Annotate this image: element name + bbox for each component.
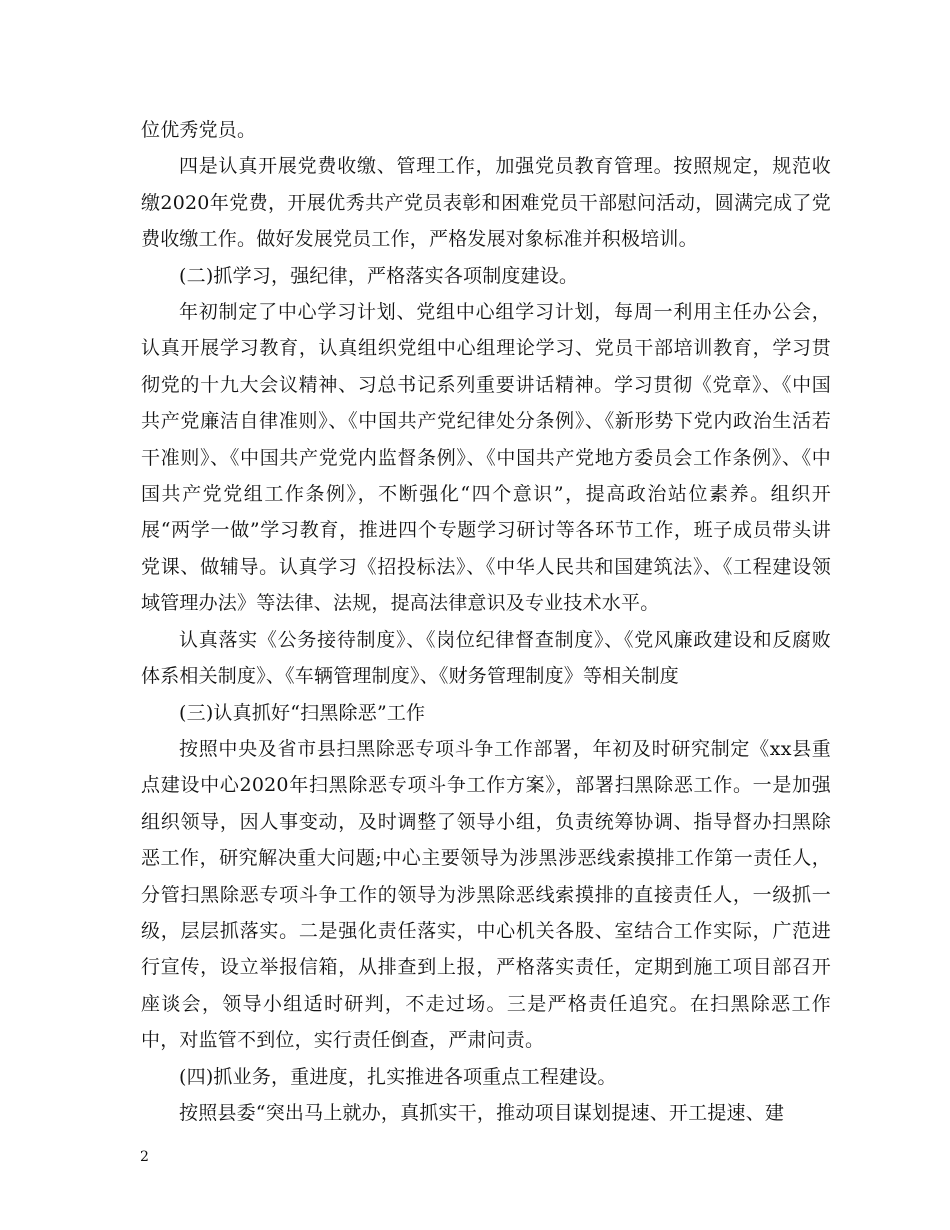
- paragraph-9: 按照县委“突出马上就办，真抓实干，推动项目谋划提速、开工提速、建: [179, 1101, 785, 1124]
- paragraph-5: 认真落实《公务接待制度》、《岗位纪律督查制度》、《党风廉政建设和反腐败体系相关制度》、《车辆管理制度》、《财务管理制度》等相关制度: [141, 628, 831, 688]
- section-heading-4: (四)抓业务，重进度，扎实推进各项重点工程建设。: [179, 1065, 617, 1088]
- document-body: [141, 112, 831, 1131]
- paragraph-1: 位优秀党员。: [141, 119, 257, 141]
- paragraph-7: 按照中央及省市县扫黑除恶专项斗争工作部署，年初及时研究制定《xx县重点建设中心2020年扫黑除恶专项斗争工作方案》，部署扫黑除恶工作。一是加强组织领导，因人事变动，及时调整了领导小组，负责统筹协调、指导督办扫黑除恶工作，研究解决重大问题;中心主要领导为涉黑涉恶线索摸排工作第一责任人，分管扫黑除恶专项斗争工作的领导为涉黑除恶线索摸排的直接责任人，一级抓一级，层层抓落实。二是强化责任落实，中心机关各股、室结合工作实际，广范进行宣传，设立举报信箱，从排查到上报，严格落实责任，定期到施工项目部召开座谈会，领导小组适时研判，不走过场。三是严格责任追究。在扫黑除恶工作中，对监管不到位，实行责任倒查，严肃问责。: [141, 737, 831, 1052]
- paragraph-4: 年初制定了中心学习计划、党组中心组学习计划，每周一利用主任办公会，认真开展学习教育，认真组织党组中心组理论学习、党员干部培训教育，学习贯彻党的十九大会议精神、习总书记系列重要讲话精神。学习贯彻《党章》、《中国共产党廉洁自律准则》、《中国共产党纪律处分条例》、《新形势下党内政治生活若干准则》、《中国共产党党内监督条例》、《中国共产党地方委员会工作条例》、《中国共产党党组工作条例》，不断强化“四个意识”，提高政治站位素养。组织开展“两学一做”学习教育，推进四个专题学习研讨等各环节工作，班子成员带头讲党课、做辅导。认真学习《招投标法》、《中华人民共和国建筑法》、《工程建设领域管理办法》等法律、法规，提高法律意识及专业技术水平。: [141, 301, 831, 615]
- paragraph-2: 四是认真开展党费收缴、管理工作，加强党员教育管理。按照规定，规范收缴2020年党费，开展优秀共产党员表彰和困难党员干部慰问活动，圆满完成了党费收缴工作。做好发展党员工作，严格发展对象标准并积极培训。: [141, 155, 831, 251]
- page-number: 2: [140, 1149, 149, 1165]
- section-heading-2: (二)抓学习，强纪律，严格落实各项制度建设。: [179, 264, 579, 287]
- section-heading-3: (三)认真抓好“扫黑除恶”工作: [179, 701, 426, 724]
